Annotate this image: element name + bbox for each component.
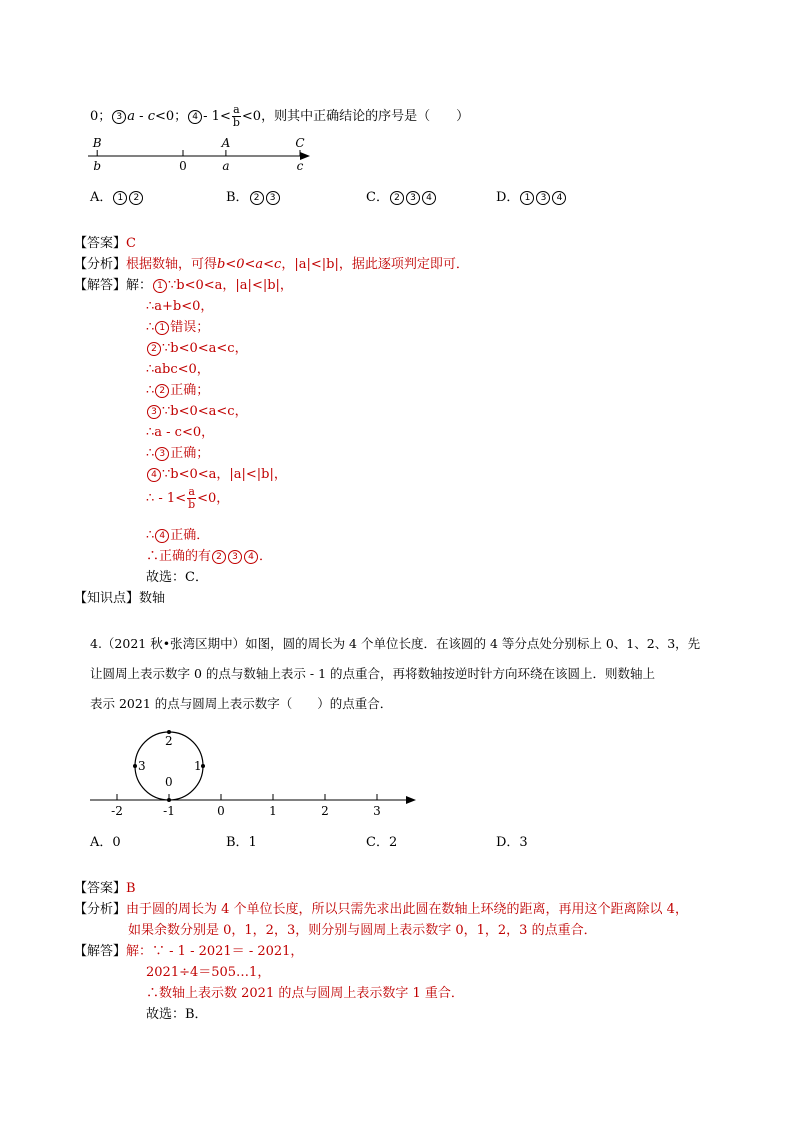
solution-label: 【解答】: [74, 944, 127, 959]
circled-3-icon: 3: [228, 550, 242, 564]
circled-4-icon: 4: [147, 468, 161, 482]
solution-step-8: ∴a - c<0，: [146, 425, 215, 440]
circled-1-icon: 1: [153, 279, 167, 293]
solution-text-1: 解：∵ - 1 - 2021＝ - 2021，: [126, 944, 304, 959]
fraction-a-over-b: [232, 104, 241, 129]
point-upper-label: B: [92, 136, 102, 150]
axis-tick-label: 0: [217, 804, 225, 818]
q3-option-b[interactable]: [226, 186, 281, 205]
fraction-denominator: b: [232, 116, 240, 129]
q3-options: [90, 186, 710, 206]
analysis-text-c: ，|a|<|b|，据此逐项判定即可．: [281, 257, 469, 272]
q4-solution-line-4: 故选：B．: [146, 1007, 208, 1022]
q3-option-c[interactable]: [366, 186, 437, 205]
circled-3-icon: 3: [536, 191, 550, 205]
step-3-text: 错误；: [170, 320, 210, 335]
analysis-label: 【分析】: [74, 902, 127, 917]
circled-4-icon: 4: [552, 191, 566, 205]
circled-2-icon: 2: [212, 550, 226, 564]
q3-item4-tail: <0，则其中正确结论的序号是（ ）: [241, 109, 470, 124]
q4-solution-line-3: ∴数轴上表示数 2021 的点与圆周上表示数字 1 重合．: [146, 986, 464, 1001]
q3-analysis-line: [74, 253, 469, 272]
q4-stem-line-3: 表示 2021 的点与圆周上表示数字（ ）的点重合．: [90, 696, 393, 711]
step-11-pre: ∴ - 1<: [146, 491, 187, 506]
number-line-points: [92, 136, 305, 173]
circled-2-icon: 2: [147, 342, 161, 356]
q4-stem-line-1: 4.（2021 秋•张湾区期中）如图，圆的周长为 4 个单位长度．在该圆的 4 等分点处分别标上 0、1、2、3，先: [90, 636, 701, 651]
step-6-text: 正确；: [170, 383, 210, 398]
solution-step-1: ∵b<0<a，|a|<|b|，: [168, 278, 293, 293]
step-9-text: 正确；: [170, 446, 210, 461]
point-lower-label: b: [93, 159, 102, 173]
q4-answer-line: [74, 877, 136, 896]
circled-4-icon: 4: [422, 191, 436, 205]
solution-step-9: [146, 442, 209, 461]
q4-answer-value: B: [126, 881, 136, 896]
therefore-symbol: ∴: [146, 528, 155, 543]
q3-option-d[interactable]: [496, 186, 567, 205]
circled-1-icon: 1: [155, 321, 169, 335]
q3-stem-line: [90, 104, 469, 129]
circled-3-icon: 3: [112, 110, 126, 124]
analysis-text-b: b<0<a<c: [217, 257, 282, 272]
circled-3-icon: 3: [147, 405, 161, 419]
step-11-tail: <0，: [197, 491, 230, 506]
number-line-ticks: [111, 794, 381, 818]
fraction-denominator: b: [188, 498, 196, 511]
solution-step-4: [146, 337, 248, 356]
point-lower-label: 0: [179, 159, 187, 173]
solution-step-10: [146, 463, 287, 482]
axis-tick-label: 3: [373, 804, 381, 818]
q4-solution-line-1: [74, 940, 303, 959]
point-upper-label: C: [295, 136, 305, 150]
solution-step-11: [146, 486, 229, 511]
answer-label: 【答案】: [74, 881, 127, 896]
point-lower-label: c: [296, 159, 304, 173]
q3-knowledge-line: [74, 587, 165, 606]
q4-options: [90, 831, 710, 851]
solution-step-6: [146, 379, 209, 398]
solution-step-7: [146, 400, 248, 419]
axis-tick-label: -1: [163, 804, 175, 818]
knowledge-value: 数轴: [139, 591, 166, 606]
step-4-text: ∵b<0<a<c，: [162, 341, 248, 356]
circle-label-3: 3: [138, 759, 146, 773]
q4-stem-line-2: 让圆周上表示数字 0 的点与数轴上表示 - 1 的点重合，再将数轴按逆时针方向环绕在该圆上．则数轴上: [90, 666, 655, 681]
circled-3-icon: 3: [406, 191, 420, 205]
circled-1-icon: 1: [113, 191, 127, 205]
circled-4-icon: 4: [244, 550, 258, 564]
q3-number-line: [86, 134, 316, 174]
fraction-numerator: a: [188, 485, 195, 498]
q4-option-d[interactable]: D．3: [496, 835, 528, 850]
circle-label-1: 1: [194, 759, 202, 773]
step-12-text: 正确．: [170, 528, 210, 543]
q3-answer-line: [74, 232, 136, 251]
circled-4-icon: 4: [155, 529, 169, 543]
q3-option-a[interactable]: [90, 186, 144, 205]
q3-stem-start: 0；: [90, 109, 112, 124]
step-13-text: ∴正确的有: [146, 549, 212, 564]
q4-solution-line-2: 2021÷4＝505…1，: [146, 965, 271, 980]
answer-label: 【答案】: [74, 236, 127, 251]
therefore-symbol: ∴: [146, 320, 155, 335]
q4-option-a[interactable]: A．0: [90, 835, 121, 850]
analysis-label: 【分析】: [74, 257, 127, 272]
option-letter: A．: [90, 190, 113, 205]
point-lower-label: a: [222, 159, 230, 173]
q3-solution-line: [74, 274, 293, 293]
solution-step-14: 故选：C．: [146, 570, 208, 585]
solution-step-2: ∴a+b<0，: [146, 299, 214, 314]
solution-label: 【解答】: [74, 278, 127, 293]
solution-step-12: [146, 524, 209, 543]
q4-circle-number-line-figure: [86, 722, 426, 822]
circled-2-icon: 2: [390, 191, 404, 205]
solution-head: 解：: [126, 278, 153, 293]
axis-tick-label: 1: [269, 804, 277, 818]
step-7-text: ∵b<0<a<c，: [162, 404, 248, 419]
option-letter: D．: [496, 190, 520, 205]
q3-item4-pre: - 1<: [203, 109, 231, 124]
therefore-symbol: ∴: [146, 446, 155, 461]
circled-4-icon: 4: [188, 110, 202, 124]
circled-3-icon: 3: [155, 447, 169, 461]
q4-option-b[interactable]: B．1: [226, 835, 257, 850]
fraction-a-over-b: [187, 486, 196, 511]
circle-label-2: 2: [165, 734, 173, 748]
axis-tick-label: 2: [321, 804, 329, 818]
q4-analysis-line-1: [74, 898, 688, 917]
axis-arrow-icon: [406, 796, 416, 804]
circled-2-icon: 2: [155, 384, 169, 398]
q4-option-c[interactable]: C．2: [366, 835, 398, 850]
point-upper-label: A: [221, 136, 231, 150]
solution-step-3: [146, 316, 209, 335]
solution-step-13: ∴正确的有 2 3 4 ．: [146, 549, 273, 564]
circle-label-0: 0: [165, 775, 173, 789]
circled-2-icon: 2: [129, 191, 143, 205]
axis-tick-label: -2: [111, 804, 123, 818]
analysis-text-a: 根据数轴，可得: [126, 257, 218, 272]
option-letter: C．: [366, 190, 389, 205]
option-letter: B．: [226, 190, 249, 205]
analysis-text-1: 由于圆的周长为 4 个单位长度，所以只需先求出此圆在数轴上环绕的距离，再用这个距离除以 4，: [126, 902, 688, 917]
circled-1-icon: 1: [520, 191, 534, 205]
fraction-numerator: a: [233, 103, 240, 116]
q3-answer-value: C: [126, 236, 136, 251]
step-10-text: ∵b<0<a，|a|<|b|，: [162, 467, 287, 482]
therefore-symbol: ∴: [146, 383, 155, 398]
solution-step-5: ∴abc<0，: [146, 362, 210, 377]
q3-item3: a - c: [127, 109, 155, 124]
circle-point-3: [133, 764, 137, 768]
q4-analysis-line-2: 如果余数分别是 0，1，2，3，则分别与圆周上表示数字 0，1，2，3 的点重合．: [128, 923, 597, 938]
knowledge-label: 【知识点】: [74, 591, 140, 606]
circled-2-icon: 2: [250, 191, 264, 205]
circled-3-icon: 3: [266, 191, 280, 205]
q3-item3-tail: <0；: [154, 109, 188, 124]
